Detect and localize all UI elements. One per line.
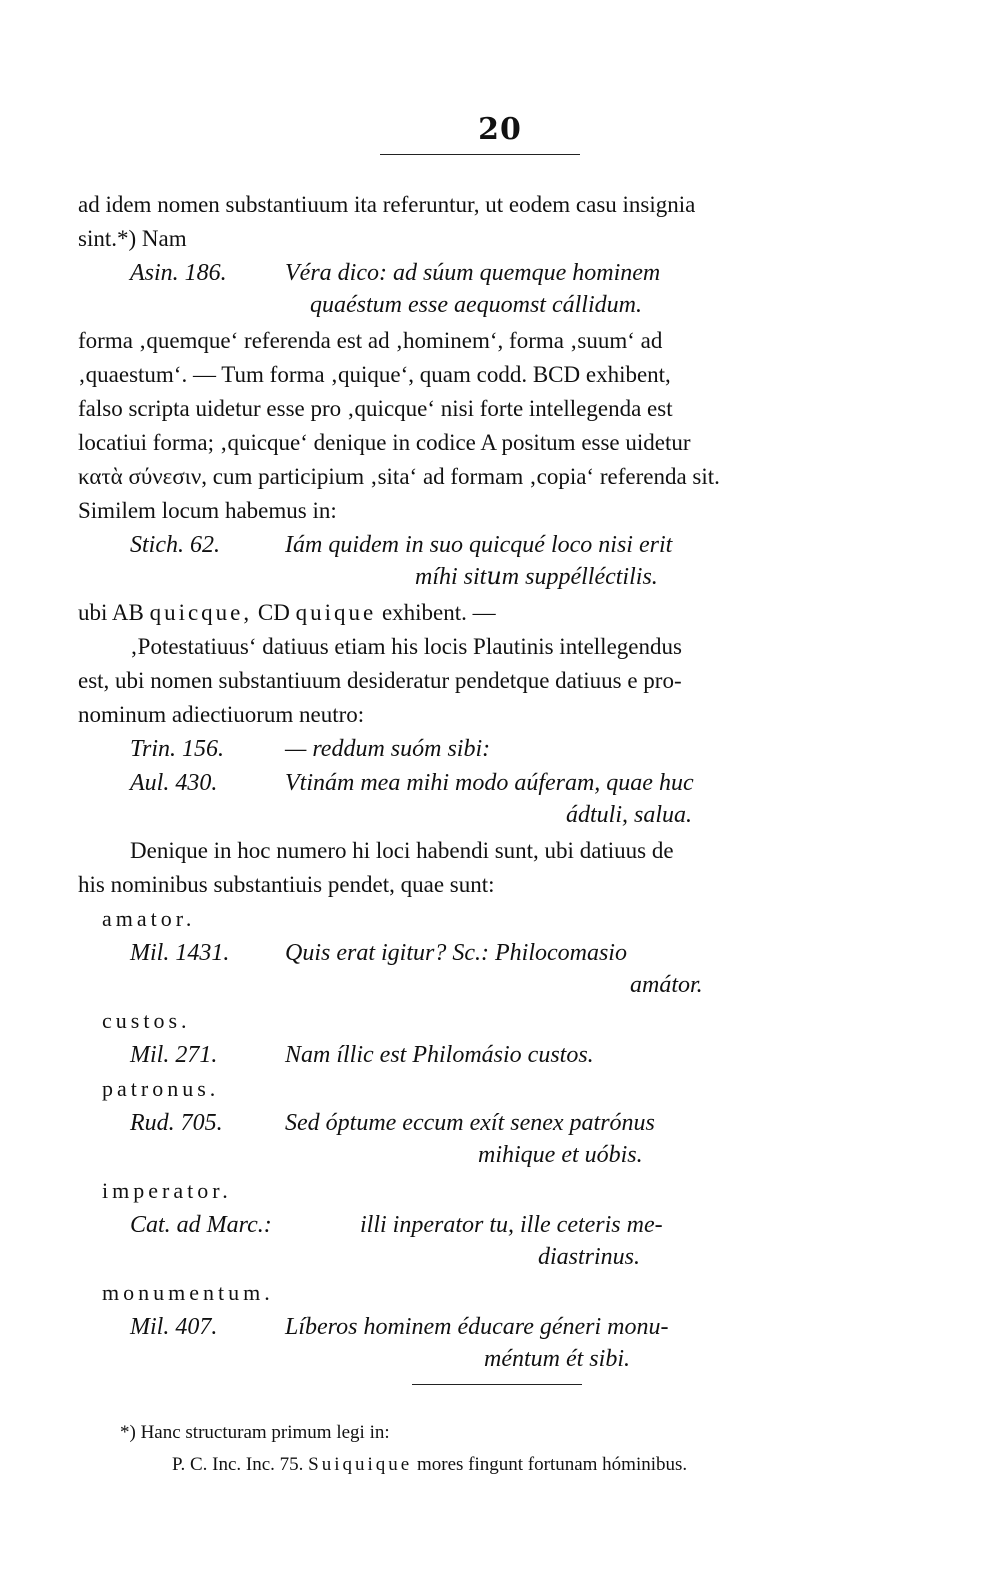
paragraph-1-line-1: ad idem nomen substantiuum ita referuntur, ut eodem casu insignia xyxy=(78,192,696,217)
entry-text-1: Líberos hominem éducare géneri monu- xyxy=(285,1314,669,1340)
quote-1-line-2: quaéstum esse aequomst cállidum. xyxy=(310,292,642,318)
paragraph-3-text-c: CD xyxy=(257,600,290,625)
entry-quote-line-2: mihique et uóbis. xyxy=(478,1142,643,1168)
entry-text-1: Sed óptume eccum exít senex patrónus xyxy=(285,1110,655,1136)
footnote-rule xyxy=(412,1384,582,1385)
quote-4-line-2: ádtuli, salua. xyxy=(566,802,693,828)
footnote-ref: P. C. Inc. Inc. 75. xyxy=(172,1454,304,1475)
paragraph-4-line-2: est, ubi nomen substantiuum desideratur pendetque datiuus e pro- xyxy=(78,668,682,693)
entry-quote-line-1 xyxy=(130,938,627,968)
paragraph-1-line-2: sint.*) Nam xyxy=(78,226,187,251)
entry-ref: Rud. 705. xyxy=(130,1110,223,1136)
paragraph-3-line-1 xyxy=(78,598,496,628)
entry-quote-line-1 xyxy=(130,1040,594,1070)
entry-ref: Mil. 1431. xyxy=(130,940,230,966)
entry-lemma: patronus. xyxy=(102,1076,220,1101)
entry-lemma: custos. xyxy=(102,1008,191,1033)
entry-quote-line-2: amátor. xyxy=(630,972,703,998)
quote-1-text-1: Véra dico: ad súum quemque hominem xyxy=(285,260,661,286)
paragraph-2-line-4: locatiui forma; ‚quicque‘ denique in codice A positum esse uidetur xyxy=(78,430,691,455)
entry-text-1: Nam íllic est Philomásio custos. xyxy=(285,1042,594,1068)
entry-ref: Mil. 271. xyxy=(130,1042,218,1068)
entry-lemma: amator. xyxy=(102,906,196,931)
quote-3-text-1: — reddum suóm sibi: xyxy=(285,736,491,762)
entry-ref: Cat. ad Marc.: xyxy=(130,1212,272,1238)
entry-ref: Mil. 407. xyxy=(130,1314,218,1340)
paragraph-2-line-3: falso scripta uidetur esse pro ‚quicque‘ nisi forte intellegenda est xyxy=(78,396,673,421)
paragraph-5-line-1: Denique in hoc numero hi loci habendi sunt, ubi datiuus de xyxy=(130,838,674,863)
quote-3-line-1 xyxy=(130,734,490,764)
entry-quote-line-1 xyxy=(130,1108,655,1138)
entry-text-1: illi inperator tu, ille ceteris me- xyxy=(360,1212,663,1238)
entry-lemma: imperator. xyxy=(102,1178,232,1203)
entry-quote-line-2: diastrinus. xyxy=(538,1244,641,1270)
footnote-line-1: *) Hanc structuram primum legi in: xyxy=(120,1422,390,1443)
entry-quote-line-2: méntum ét sibi. xyxy=(484,1346,630,1372)
paragraph-3-text-e: exhibent. — xyxy=(381,600,496,625)
footnote-spaced-word: Suiquique xyxy=(308,1454,413,1475)
paragraph-3-variant-2: quique xyxy=(295,600,377,625)
entry-text-1: Quis erat igitur? Sc.: Philocomasio xyxy=(285,940,627,966)
footnote-text: mores fingunt fortunam hóminibus. xyxy=(416,1454,688,1475)
paragraph-3-variant-1: quicque, xyxy=(149,600,253,625)
footnote-line-2 xyxy=(172,1452,687,1478)
paragraph-5-line-2: his nominibus substantiuis pendet, quae sunt: xyxy=(78,872,495,897)
paragraph-2-line-5: κατὰ σύνεσιν, cum participium ‚sita‘ ad formam ‚copia‘ referenda sit. xyxy=(78,464,720,489)
quote-4-ref: Aul. 430. xyxy=(130,770,218,796)
paragraph-2-line-6: Similem locum habemus in: xyxy=(78,498,337,523)
quote-2-line-1 xyxy=(130,530,672,560)
header-rule xyxy=(380,154,580,155)
quote-4-line-1 xyxy=(130,768,694,798)
entry-quote-line-1 xyxy=(130,1312,668,1342)
quote-4-text-1: Vtinám mea mihi modo aúferam, quae huc xyxy=(285,770,694,796)
quote-2-text-1: Iám quidem in suo quicqué loco nisi erit xyxy=(285,532,673,558)
quote-1-line-1 xyxy=(130,258,660,288)
quote-2-line-2: míhi sit𝑢m suppélléctilis. xyxy=(415,564,658,590)
paragraph-2-line-1: forma ‚quemque‘ referenda est ad ‚hominem‘, forma ‚suum‘ ad xyxy=(78,328,663,353)
paragraph-3-text-a: ubi AB xyxy=(78,600,144,625)
paragraph-4-line-1: ‚Potestatiuus‘ datiuus etiam his locis Plautinis intellegendus xyxy=(130,634,682,659)
paragraph-2-line-2: ‚quaestum‘. — Tum forma ‚quique‘, quam codd. BCD exhibent, xyxy=(78,362,671,387)
entry-lemma: monumentum. xyxy=(102,1280,274,1305)
entry-quote-line-1 xyxy=(130,1210,663,1240)
quote-2-ref: Stich. 62. xyxy=(130,532,220,558)
page-number: 20 xyxy=(478,112,522,147)
quote-1-ref: Asin. 186. xyxy=(130,260,227,286)
quote-3-ref: Trin. 156. xyxy=(130,736,225,762)
paragraph-4-line-3: nominum adiectiuorum neutro: xyxy=(78,702,365,727)
